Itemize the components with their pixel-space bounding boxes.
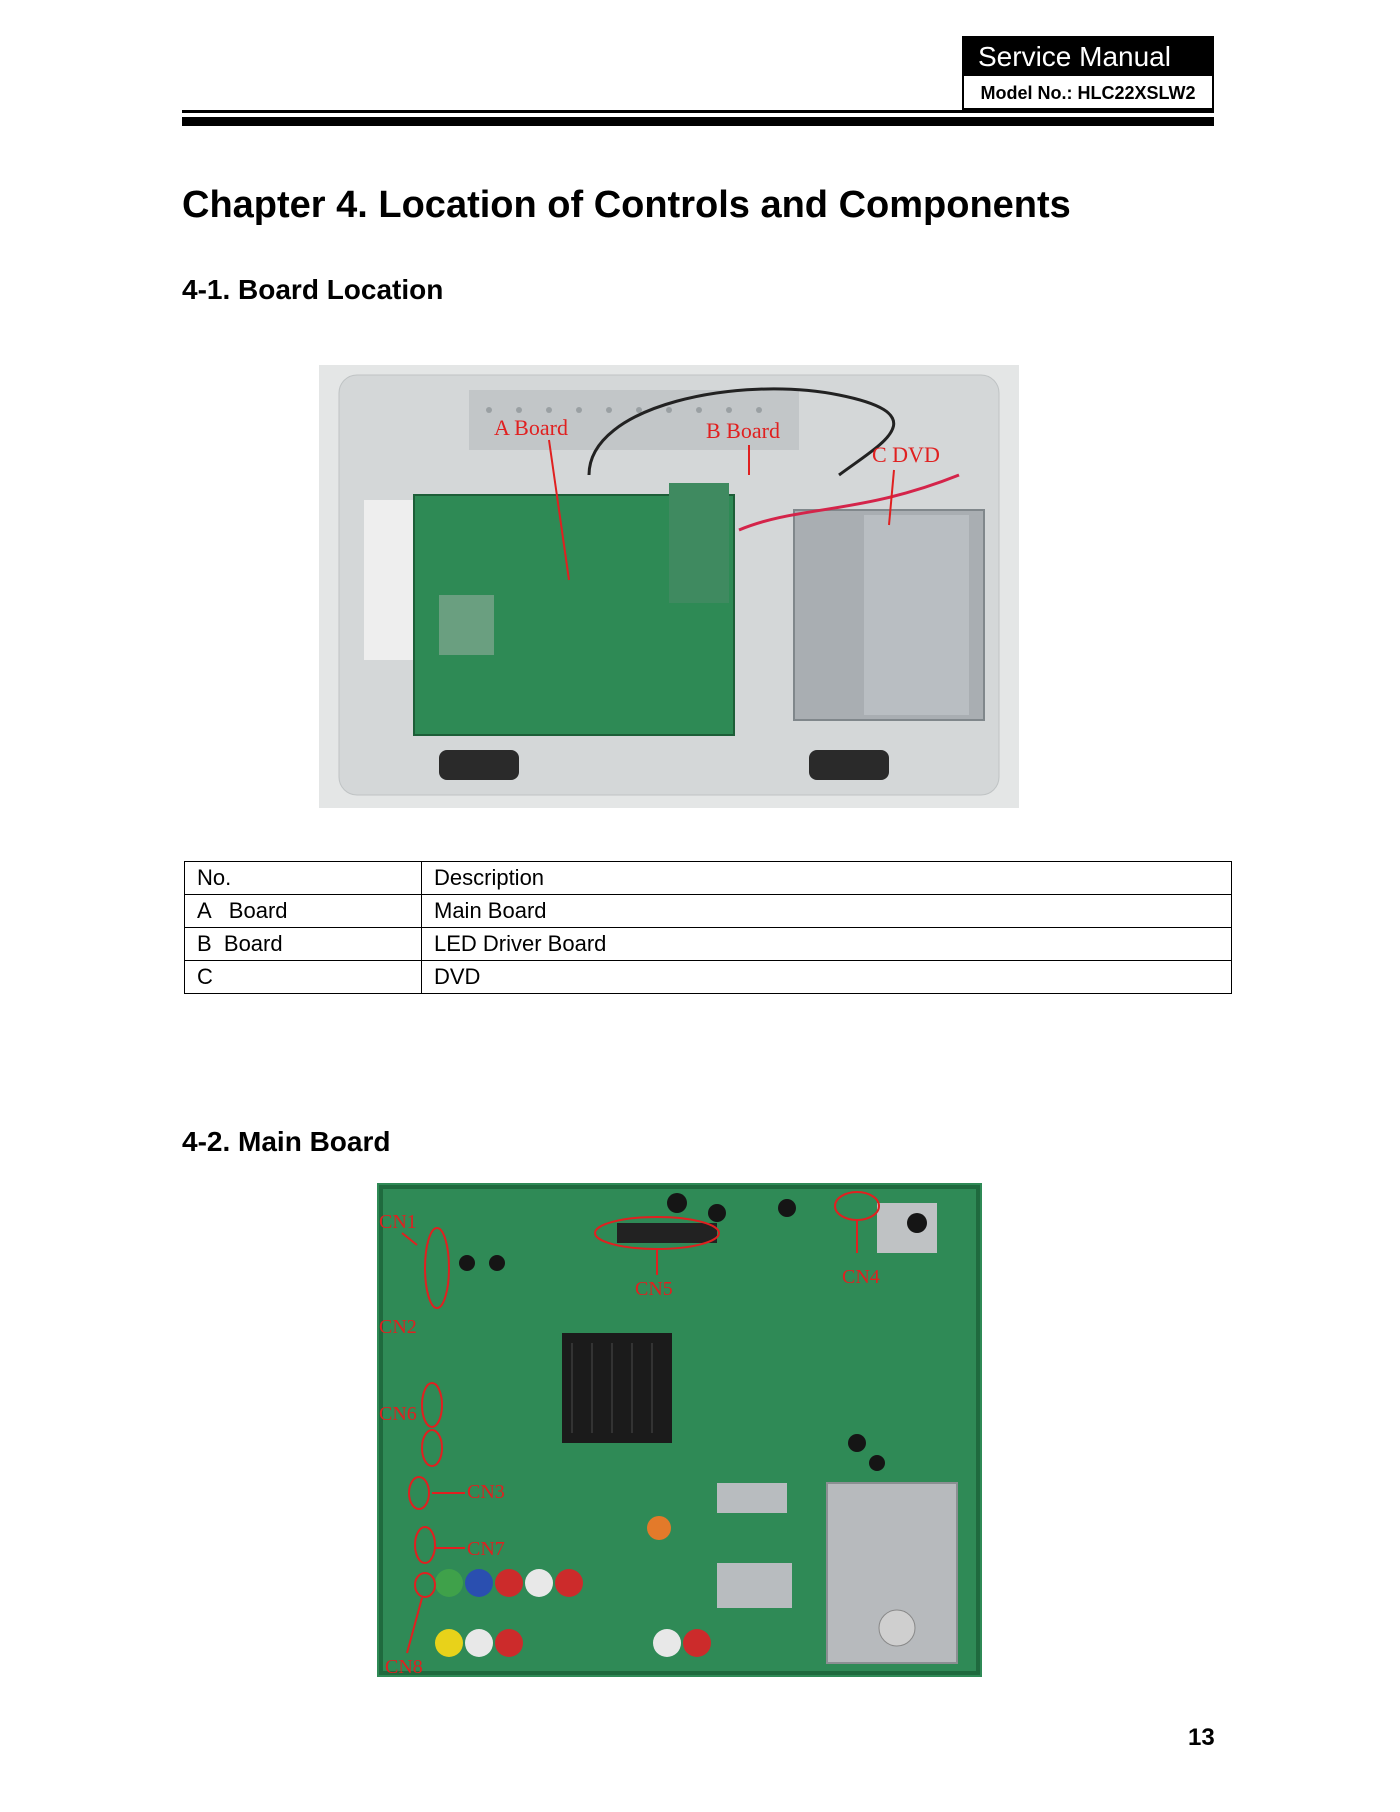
photo-label-cn1: CN1: [379, 1211, 417, 1233]
section-board-location-title: 4-1. Board Location: [182, 274, 444, 305]
table-row: [185, 895, 1232, 928]
table-cell: Main Board: [422, 895, 1232, 928]
chapter-title: Chapter 4. Location of Controls and Components: [182, 184, 1071, 226]
photo-label-cn2: CN2: [379, 1316, 417, 1338]
photo-label-cn5: CN5: [635, 1278, 673, 1300]
table-row: [185, 928, 1232, 961]
photo-label-c-dvd: C DVD: [872, 442, 940, 467]
photo-label-cn8: CN8: [385, 1656, 423, 1677]
section-main-board-title: 4-2. Main Board: [182, 1126, 391, 1157]
photo-label-b-board: B Board: [706, 418, 780, 443]
table-header-row: [185, 862, 1232, 895]
table-row: [185, 961, 1232, 994]
table-cell: A Board: [185, 895, 422, 928]
board-location-photo: [319, 365, 1019, 808]
photo-label-cn7: CN7: [467, 1538, 505, 1560]
page-number: 13: [1188, 1724, 1215, 1751]
main-board-photo: [377, 1183, 982, 1677]
board-description-table: [184, 861, 1232, 994]
header-title: Service Manual: [964, 38, 1212, 76]
photo-label-cn4: CN4: [842, 1266, 880, 1288]
model-number: Model No.: HLC22XSLW2: [980, 83, 1196, 103]
photo-label-a-board: A Board: [494, 415, 568, 440]
table-cell: B Board: [185, 928, 422, 961]
photo-label-cn3: CN3: [467, 1481, 505, 1503]
header-rule-thin: [182, 110, 1214, 113]
table-cell: C: [185, 961, 422, 994]
photo-label-cn6: CN6: [379, 1403, 417, 1425]
table-cell: DVD: [422, 961, 1232, 994]
header-box: [962, 36, 1214, 110]
table-header-cell: Description: [422, 862, 1232, 895]
header-rule-thick: [182, 117, 1214, 126]
table-cell: LED Driver Board: [422, 928, 1232, 961]
table-header-cell: No.: [185, 862, 422, 895]
